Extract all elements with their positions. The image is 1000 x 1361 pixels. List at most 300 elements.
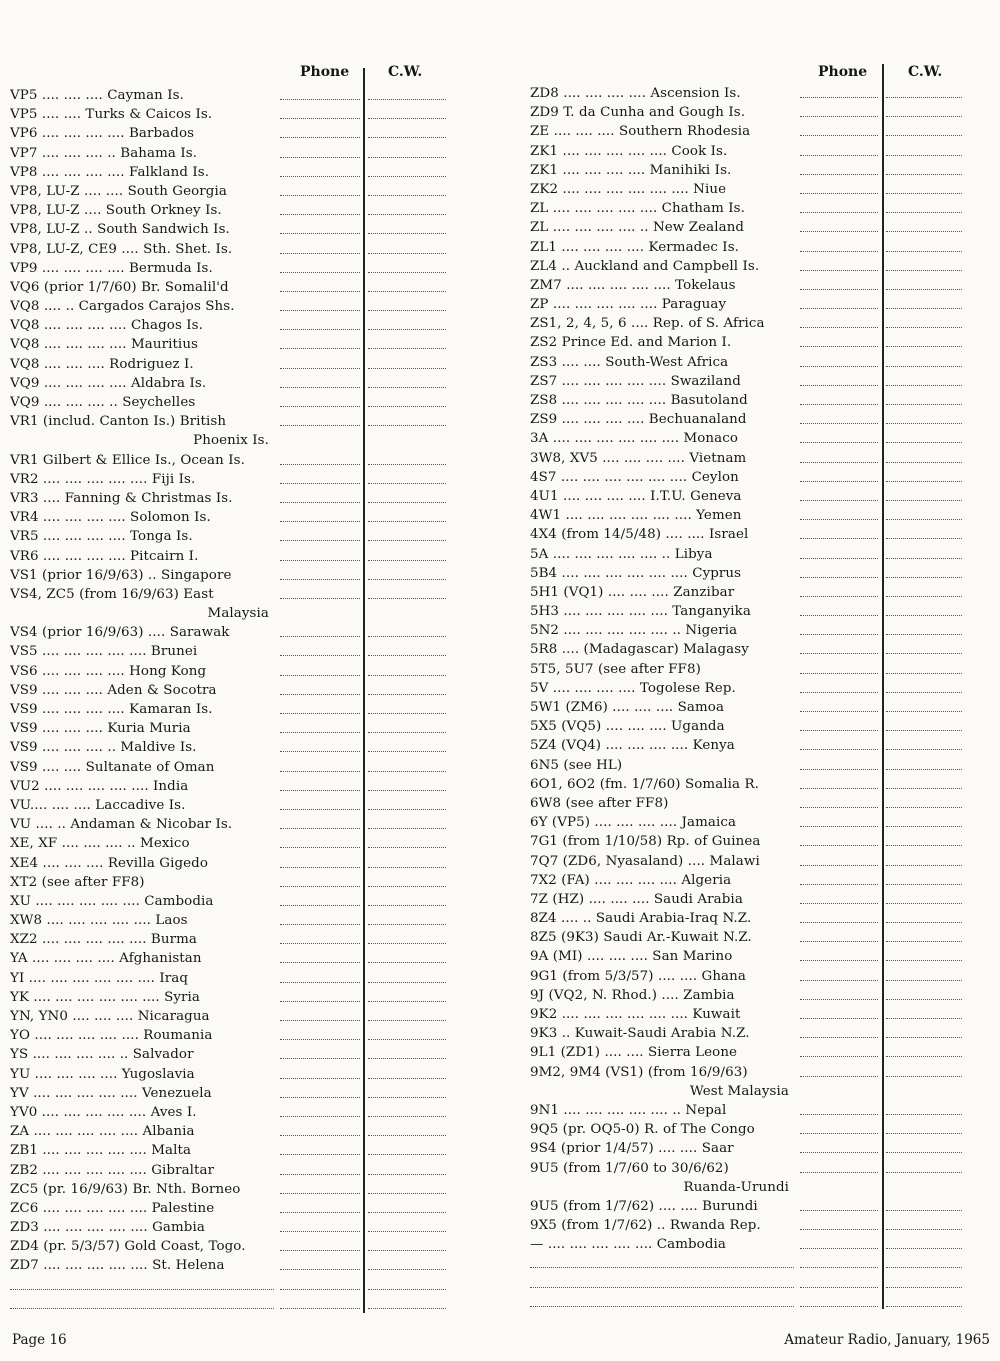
phone-checkbox-line bbox=[800, 519, 878, 520]
entry-text: 7X2 (FA) .... .... .... .... Algeria bbox=[530, 873, 734, 888]
phone-checkbox-line bbox=[280, 502, 360, 503]
entry-text: 5H3 .... .... .... .... .... Tanganyika bbox=[530, 604, 754, 619]
phone-checkbox-line bbox=[280, 636, 360, 637]
phone-header: Phone bbox=[300, 64, 350, 80]
cw-checkbox-line bbox=[368, 253, 446, 254]
phone-checkbox-line bbox=[280, 982, 360, 983]
cw-checkbox-line bbox=[368, 1308, 446, 1309]
cw-checkbox-line bbox=[368, 579, 446, 580]
entry-text: 9U5 (from 1/7/62) .... .... Burundi bbox=[530, 1199, 761, 1214]
list-item bbox=[530, 1216, 978, 1235]
cw-checkbox-line bbox=[886, 1018, 962, 1019]
cw-checkbox-line bbox=[368, 867, 446, 868]
list-item bbox=[10, 1141, 450, 1160]
cw-checkbox-line bbox=[368, 982, 446, 983]
list-item bbox=[530, 295, 978, 314]
cw-checkbox-line bbox=[886, 346, 962, 347]
entry-text: VR1 (includ. Canton Is.) British bbox=[10, 414, 229, 429]
cw-checkbox-line bbox=[368, 387, 446, 388]
entry-text: 7G1 (from 1/10/58) Rp. of Guinea bbox=[530, 834, 763, 849]
entry-text: XE4 .... .... .... Revilla Gigedo bbox=[10, 856, 211, 871]
phone-checkbox-line bbox=[800, 308, 878, 309]
entry-text: 5X5 (VQ5) .... .... .... Uganda bbox=[530, 719, 728, 734]
cw-checkbox-line bbox=[886, 941, 962, 942]
phone-checkbox-line bbox=[800, 366, 878, 367]
prefix-entry bbox=[10, 508, 274, 527]
phone-checkbox-line bbox=[800, 558, 878, 559]
entry-text: VP8, LU-Z, CE9 .... Sth. Shet. Is. bbox=[10, 242, 235, 257]
list-item bbox=[530, 545, 978, 564]
entry-text: ZS1, 2, 4, 5, 6 .... Rep. of S. Africa bbox=[530, 316, 768, 331]
entry-text: VS4 (prior 16/9/63) .... Sarawak bbox=[10, 625, 233, 640]
prefix-entry bbox=[530, 84, 794, 103]
cw-checkbox-line bbox=[886, 500, 962, 501]
phone-checkbox-line bbox=[280, 598, 360, 599]
cw-checkbox-line bbox=[886, 1229, 962, 1230]
phone-checkbox-line bbox=[280, 310, 360, 311]
cw-checkbox-line bbox=[886, 730, 962, 731]
cw-checkbox-line bbox=[368, 1231, 446, 1232]
prefix-entry bbox=[10, 930, 274, 949]
phone-checkbox-line bbox=[280, 790, 360, 791]
cw-checkbox-line bbox=[368, 1078, 446, 1079]
phone-checkbox-line bbox=[800, 711, 878, 712]
prefix-entry bbox=[10, 1180, 274, 1199]
entry-text: ZC5 (pr. 16/9/63) Br. Nth. Borneo bbox=[10, 1182, 243, 1197]
prefix-entry bbox=[530, 1159, 794, 1178]
cw-checkbox-line bbox=[886, 116, 962, 117]
entry-text: VS9 .... .... .... Kuria Muria bbox=[10, 721, 194, 736]
cw-checkbox-line bbox=[886, 155, 962, 156]
list-item bbox=[10, 1045, 450, 1064]
prefix-entry bbox=[10, 1218, 274, 1237]
prefix-entry bbox=[530, 122, 794, 141]
phone-checkbox-line bbox=[280, 1039, 360, 1040]
list-item bbox=[10, 431, 450, 450]
entry-text: VR4 .... .... .... .... Solomon Is. bbox=[10, 510, 214, 525]
phone-checkbox-line bbox=[800, 865, 878, 866]
phone-checkbox-line bbox=[280, 1001, 360, 1002]
list-item bbox=[10, 316, 450, 335]
prefix-entry bbox=[530, 1274, 794, 1288]
list-item bbox=[10, 240, 450, 259]
list-item bbox=[530, 1178, 978, 1197]
list-item bbox=[530, 353, 978, 372]
entry-text: 9L1 (ZD1) .... .... Sierra Leone bbox=[530, 1045, 740, 1060]
cw-checkbox-line bbox=[368, 176, 446, 177]
list-item bbox=[10, 662, 450, 681]
prefix-entry bbox=[530, 1101, 794, 1120]
entry-text: Phoenix Is. bbox=[193, 433, 272, 448]
entry-text: 9A (MI) .... .... .... San Marino bbox=[530, 949, 735, 964]
entry-text: 5A .... .... .... .... .... .. Libya bbox=[530, 547, 716, 562]
phone-checkbox-line bbox=[280, 1231, 360, 1232]
list-item bbox=[10, 527, 450, 546]
list-item bbox=[10, 1180, 450, 1199]
cw-checkbox-line bbox=[368, 655, 446, 656]
phone-checkbox-line bbox=[800, 1248, 878, 1249]
cw-checkbox-line bbox=[368, 560, 446, 561]
list-item bbox=[10, 969, 450, 988]
entry-text: VQ8 .... .. Cargados Carajos Shs. bbox=[10, 299, 238, 314]
phone-checkbox-line bbox=[800, 116, 878, 117]
prefix-entry bbox=[530, 660, 794, 679]
list-item bbox=[10, 278, 450, 297]
cw-checkbox-line bbox=[368, 1250, 446, 1251]
prefix-entry bbox=[10, 623, 274, 642]
phone-checkbox-line bbox=[800, 769, 878, 770]
list-item bbox=[10, 777, 450, 796]
cw-checkbox-line bbox=[368, 502, 446, 503]
cw-checkbox-line bbox=[886, 366, 962, 367]
list-item bbox=[10, 854, 450, 873]
cw-checkbox-line bbox=[886, 404, 962, 405]
list-item bbox=[530, 621, 978, 640]
phone-checkbox-line bbox=[800, 922, 878, 923]
cw-checkbox-line bbox=[886, 231, 962, 232]
entry-text bbox=[10, 1297, 13, 1309]
entry-text: VP8, LU-Z .... South Orkney Is. bbox=[10, 203, 225, 218]
entry-text: Malaysia bbox=[208, 606, 272, 621]
phone-checkbox-line bbox=[800, 423, 878, 424]
entry-text: 9K2 .... .... .... .... .... .... Kuwait bbox=[530, 1007, 743, 1022]
entry-text: 9N1 .... .... .... .... .... .. Nepal bbox=[530, 1103, 729, 1118]
list-item bbox=[10, 1295, 450, 1314]
entry-text: ZK2 .... .... .... .... .... .... Niue bbox=[530, 182, 729, 197]
entry-text: VR3 .... Fanning & Christmas Is. bbox=[10, 491, 236, 506]
list-item bbox=[530, 1197, 978, 1216]
list-item bbox=[530, 333, 978, 352]
phone-checkbox-line bbox=[800, 980, 878, 981]
entry-text: 4U1 .... .... .... .... I.T.U. Geneva bbox=[530, 489, 744, 504]
entry-text bbox=[530, 1276, 533, 1288]
list-item bbox=[530, 1120, 978, 1139]
cw-checkbox-line bbox=[886, 385, 962, 386]
entry-text: VQ8 .... .... .... Rodriguez I. bbox=[10, 357, 197, 372]
entry-text: YI .... .... .... .... .... .... Iraq bbox=[10, 971, 191, 986]
cw-checkbox-line bbox=[886, 615, 962, 616]
prefix-entry bbox=[530, 468, 794, 487]
prefix-entry bbox=[530, 794, 794, 813]
phone-checkbox-line bbox=[280, 751, 360, 752]
cw-checkbox-line bbox=[886, 865, 962, 866]
entry-text: 4X4 (from 14/5/48) .... .... Israel bbox=[530, 527, 751, 542]
phone-checkbox-line bbox=[800, 481, 878, 482]
list-item bbox=[10, 124, 450, 143]
entry-text: Ruanda-Urundi bbox=[684, 1180, 792, 1195]
entry-text: 3A .... .... .... .... .... .... Monaco bbox=[530, 431, 741, 446]
cw-checkbox-line bbox=[886, 692, 962, 693]
entry-text: ZL .... .... .... .... .. New Zealand bbox=[530, 220, 747, 235]
entry-text: ZK1 .... .... .... .... .... Cook Is. bbox=[530, 144, 730, 159]
prefix-entry bbox=[10, 1007, 274, 1026]
prefix-entry bbox=[10, 1141, 274, 1160]
entry-text: 5B4 .... .... .... .... .... .... Cyprus bbox=[530, 566, 744, 581]
publication-line: Amateur Radio, January, 1965 bbox=[784, 1332, 990, 1348]
prefix-entry bbox=[530, 391, 794, 410]
phone-checkbox-line bbox=[800, 251, 878, 252]
entry-text: VR1 Gilbert & Ellice Is., Ocean Is. bbox=[10, 453, 248, 468]
prefix-entry bbox=[10, 873, 274, 892]
entry-text: 6Y (VP5) .... .... .... .... Jamaica bbox=[530, 815, 739, 830]
entry-text: ZA .... .... .... .... .... Albania bbox=[10, 1124, 198, 1139]
cw-checkbox-line bbox=[886, 653, 962, 654]
cw-checkbox-line bbox=[886, 673, 962, 674]
phone-checkbox-line bbox=[280, 962, 360, 963]
cw-checkbox-line bbox=[368, 1154, 446, 1155]
phone-checkbox-line bbox=[280, 847, 360, 848]
phone-checkbox-line bbox=[280, 137, 360, 138]
phone-checkbox-line bbox=[280, 195, 360, 196]
cw-checkbox-line bbox=[886, 596, 962, 597]
list-item bbox=[530, 314, 978, 333]
list-item bbox=[530, 103, 978, 122]
entry-text bbox=[10, 1278, 13, 1290]
entry-text: VS5 .... .... .... .... .... Brunei bbox=[10, 644, 200, 659]
entry-text: 4W1 .... .... .... .... .... .... Yemen bbox=[530, 508, 745, 523]
entry-text: 5T5, 5U7 (see after FF8) bbox=[530, 662, 704, 677]
entry-text: VU2 .... .... .... .... .... India bbox=[10, 779, 191, 794]
list-item bbox=[10, 144, 450, 163]
prefix-entry bbox=[10, 969, 274, 988]
list-item bbox=[530, 429, 978, 448]
entry-text: ZP .... .... .... .... .... Paraguay bbox=[530, 297, 729, 312]
list-item bbox=[10, 911, 450, 930]
list-item bbox=[10, 796, 450, 815]
entry-text: ZD7 .... .... .... .... .... St. Helena bbox=[10, 1258, 228, 1273]
prefix-entry bbox=[10, 988, 274, 1007]
phone-checkbox-line bbox=[280, 694, 360, 695]
entry-text: 6N5 (see HL) bbox=[530, 758, 625, 773]
entry-text: VP8, LU-Z .... .... South Georgia bbox=[10, 184, 230, 199]
entry-text: ZD8 .... .... .... .... Ascension Is. bbox=[530, 86, 744, 101]
prefix-entry bbox=[530, 238, 794, 257]
prefix-entry bbox=[530, 832, 794, 851]
prefix-entry bbox=[10, 182, 274, 201]
list-item bbox=[530, 276, 978, 295]
prefix-entry bbox=[10, 1084, 274, 1103]
list-item bbox=[10, 1122, 450, 1141]
list-item bbox=[10, 259, 450, 278]
prefix-entry bbox=[530, 449, 794, 468]
prefix-entry bbox=[530, 199, 794, 218]
prefix-entry bbox=[530, 487, 794, 506]
list-item bbox=[530, 1005, 978, 1024]
list-item bbox=[10, 297, 450, 316]
list-item bbox=[10, 1237, 450, 1256]
entry-text: ZE .... .... .... Southern Rhodesia bbox=[530, 124, 753, 139]
phone-checkbox-line bbox=[800, 462, 878, 463]
phone-checkbox-line bbox=[800, 903, 878, 904]
cw-checkbox-line bbox=[886, 826, 962, 827]
entry-text: XW8 .... .... .... .... .... Laos bbox=[10, 913, 191, 928]
prefix-entry bbox=[530, 257, 794, 276]
phone-checkbox-line bbox=[800, 1267, 878, 1268]
prefix-entry bbox=[10, 278, 274, 297]
phone-checkbox-line bbox=[280, 1020, 360, 1021]
list-item bbox=[10, 1276, 450, 1295]
phone-checkbox-line bbox=[280, 253, 360, 254]
list-item bbox=[10, 642, 450, 661]
cw-checkbox-line bbox=[886, 519, 962, 520]
phone-checkbox-line bbox=[800, 270, 878, 271]
entry-text bbox=[530, 1256, 533, 1268]
phone-checkbox-line bbox=[280, 464, 360, 465]
cw-checkbox-line bbox=[368, 310, 446, 311]
prefix-entry bbox=[530, 295, 794, 314]
phone-checkbox-line bbox=[800, 788, 878, 789]
list-item bbox=[10, 220, 450, 239]
phone-checkbox-line bbox=[280, 1116, 360, 1117]
cw-checkbox-line bbox=[368, 521, 446, 522]
cw-checkbox-line bbox=[368, 886, 446, 887]
prefix-entry bbox=[530, 1139, 794, 1158]
phone-checkbox-line bbox=[280, 291, 360, 292]
prefix-entry bbox=[10, 316, 274, 335]
prefix-entry bbox=[530, 967, 794, 986]
entry-text: 5V .... .... .... .... Togolese Rep. bbox=[530, 681, 739, 696]
cw-checkbox-line bbox=[368, 847, 446, 848]
phone-checkbox-line bbox=[280, 233, 360, 234]
cw-checkbox-line bbox=[886, 1133, 962, 1134]
phone-checkbox-line bbox=[280, 157, 360, 158]
phone-checkbox-line bbox=[800, 1172, 878, 1173]
phone-checkbox-line bbox=[280, 118, 360, 119]
entry-text: 9K3 .. Kuwait-Saudi Arabia N.Z. bbox=[530, 1026, 753, 1041]
prefix-entry bbox=[530, 813, 794, 832]
entry-text: 9M2, 9M4 (VS1) (from 16/9/63) bbox=[530, 1065, 751, 1080]
phone-checkbox-line bbox=[800, 385, 878, 386]
entry-text: VP5 .... .... Turks & Caicos Is. bbox=[10, 107, 215, 122]
cw-checkbox-line bbox=[368, 1058, 446, 1059]
list-item bbox=[10, 355, 450, 374]
entry-text bbox=[530, 1295, 533, 1307]
cw-checkbox-line bbox=[368, 790, 446, 791]
phone-checkbox-line bbox=[280, 176, 360, 177]
cw-checkbox-line bbox=[886, 980, 962, 981]
phone-checkbox-line bbox=[800, 1229, 878, 1230]
phone-checkbox-line bbox=[800, 577, 878, 578]
entry-text: 8Z4 .... .. Saudi Arabia-Iraq N.Z. bbox=[530, 911, 754, 926]
list-item bbox=[10, 719, 450, 738]
cw-checkbox-line bbox=[368, 809, 446, 810]
entry-text: 5N2 .... .... .... .... .... .. Nigeria bbox=[530, 623, 740, 638]
prefix-entry bbox=[530, 353, 794, 372]
list-item bbox=[530, 1101, 978, 1120]
phone-checkbox-line bbox=[280, 272, 360, 273]
prefix-entry bbox=[10, 566, 274, 585]
prefix-entry bbox=[10, 335, 274, 354]
entry-text: VQ9 .... .... .... .... Aldabra Is. bbox=[10, 376, 209, 391]
entry-text: 9G1 (from 5/3/57) .... .... Ghana bbox=[530, 969, 749, 984]
entry-text: YV0 .... .... .... .... .... Aves I. bbox=[10, 1105, 200, 1120]
prefix-entry bbox=[10, 220, 274, 239]
list-item bbox=[10, 489, 450, 508]
list-item bbox=[530, 756, 978, 775]
cw-checkbox-line bbox=[368, 137, 446, 138]
cw-checkbox-line bbox=[886, 788, 962, 789]
list-item bbox=[530, 84, 978, 103]
list-item bbox=[10, 949, 450, 968]
list-item bbox=[530, 410, 978, 429]
prefix-entry bbox=[10, 681, 274, 700]
list-item bbox=[530, 468, 978, 487]
prefix-entry bbox=[10, 1103, 274, 1122]
list-item bbox=[530, 813, 978, 832]
prefix-entry bbox=[530, 1293, 794, 1307]
phone-checkbox-line bbox=[800, 615, 878, 616]
entry-text: ZD3 .... .... .... .... .... Gambia bbox=[10, 1220, 208, 1235]
entry-text: 9X5 (from 1/7/62) .. Rwanda Rep. bbox=[530, 1218, 764, 1233]
cw-checkbox-line bbox=[886, 308, 962, 309]
entry-text: YA .... .... .... .... Afghanistan bbox=[10, 951, 205, 966]
list-item bbox=[530, 1254, 978, 1273]
entry-text: XE, XF .... .... .... .. Mexico bbox=[10, 836, 193, 851]
cw-checkbox-line bbox=[368, 291, 446, 292]
list-item bbox=[530, 775, 978, 794]
prefix-entry bbox=[10, 470, 274, 489]
cw-checkbox-line bbox=[886, 135, 962, 136]
prefix-entry bbox=[530, 276, 794, 295]
cw-header: C.W. bbox=[908, 64, 943, 80]
phone-checkbox-line bbox=[280, 1269, 360, 1270]
phone-checkbox-line bbox=[280, 560, 360, 561]
phone-checkbox-line bbox=[280, 943, 360, 944]
entry-text: 9Q5 (pr. OQ5-0) R. of The Congo bbox=[530, 1122, 758, 1137]
entry-text: VQ8 .... .... .... .... Chagos Is. bbox=[10, 318, 206, 333]
cw-checkbox-line bbox=[886, 1056, 962, 1057]
phone-checkbox-line bbox=[800, 97, 878, 98]
prefix-entry bbox=[10, 124, 274, 143]
entry-text: ZK1 .... .... .... .... Manihiki Is. bbox=[530, 163, 734, 178]
list-item bbox=[530, 449, 978, 468]
phone-checkbox-line bbox=[800, 1287, 878, 1288]
entry-text: YS .... .... .... .... .. Salvador bbox=[10, 1047, 197, 1062]
cw-checkbox-line bbox=[886, 749, 962, 750]
cw-checkbox-line bbox=[886, 423, 962, 424]
prefix-entry bbox=[530, 909, 794, 928]
phone-checkbox-line bbox=[800, 212, 878, 213]
prefix-entry bbox=[530, 1063, 794, 1082]
cw-checkbox-line bbox=[368, 1193, 446, 1194]
phone-checkbox-line bbox=[280, 521, 360, 522]
phone-checkbox-line bbox=[800, 807, 878, 808]
entry-text: 9J (VQ2, N. Rhod.) .... Zambia bbox=[530, 988, 738, 1003]
prefix-entry bbox=[10, 1276, 274, 1290]
cw-checkbox-line bbox=[368, 1001, 446, 1002]
cw-checkbox-line bbox=[368, 483, 446, 484]
list-item bbox=[10, 86, 450, 105]
cw-checkbox-line bbox=[886, 538, 962, 539]
list-item bbox=[530, 1043, 978, 1062]
prefix-entry bbox=[530, 679, 794, 698]
entry-text: VQ8 .... .... .... .... Mauritius bbox=[10, 337, 201, 352]
list-item bbox=[530, 218, 978, 237]
cw-checkbox-line bbox=[368, 1135, 446, 1136]
phone-checkbox-line bbox=[800, 941, 878, 942]
cw-checkbox-line bbox=[368, 1269, 446, 1270]
phone-checkbox-line bbox=[280, 1212, 360, 1213]
page-number: Page 16 bbox=[12, 1332, 67, 1348]
list-item bbox=[10, 1065, 450, 1084]
prefix-entry bbox=[10, 911, 274, 930]
list-item bbox=[10, 623, 450, 642]
prefix-entry bbox=[530, 583, 794, 602]
prefix-entry bbox=[530, 525, 794, 544]
list-item bbox=[530, 238, 978, 257]
phone-checkbox-line bbox=[800, 289, 878, 290]
list-item bbox=[530, 199, 978, 218]
